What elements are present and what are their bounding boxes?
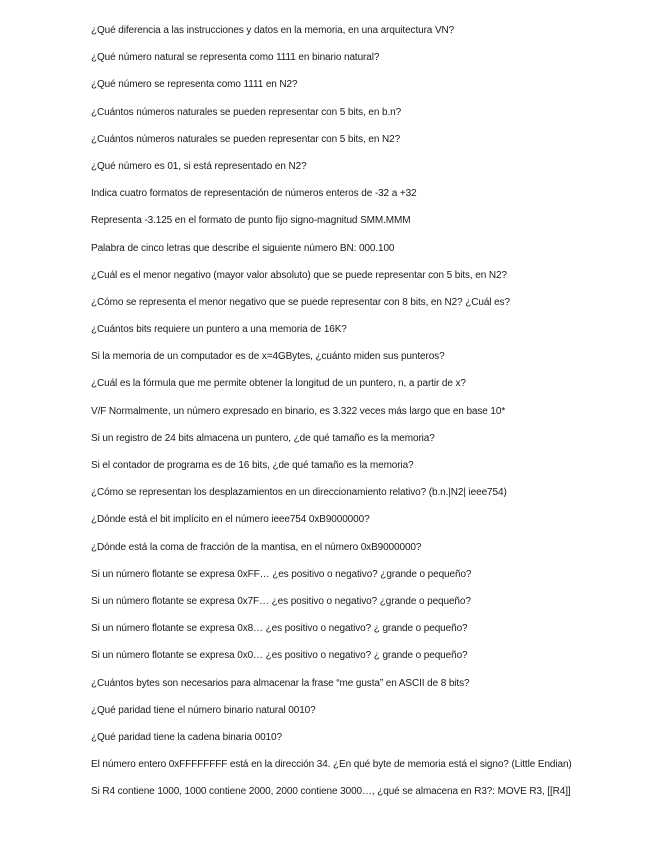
question-item: ¿Dónde está el bit implícito en el número ieee754 0xB9000000? bbox=[91, 514, 370, 526]
question-list bbox=[91, 24, 572, 812]
question-item: ¿Cuántos bits requiere un puntero a una memoria de 16K? bbox=[91, 324, 347, 336]
question-item: V/F Normalmente, un número expresado en binario, es 3.322 veces más largo que en base 10* bbox=[91, 405, 506, 417]
question-item: ¿Cómo se representa el menor negativo que se puede representar con 8 bits, en N2? ¿Cuál es? bbox=[91, 296, 510, 308]
question-item: Si un número flotante se expresa 0xFF… ¿es positivo o negativo? ¿grande o pequeño? bbox=[91, 568, 472, 580]
question-item: Si un número flotante se expresa 0x7F… ¿es positivo o negativo? ¿grande o pequeño? bbox=[91, 595, 471, 607]
question-item: ¿Qué paridad tiene la cadena binaria 0010? bbox=[91, 731, 282, 743]
question-item: Si la memoria de un computador es de x=4GBytes, ¿cuánto miden sus punteros? bbox=[91, 351, 445, 363]
question-item: ¿Qué número natural se representa como 1111 en binario natural? bbox=[91, 52, 380, 64]
question-item: ¿Cuántos bytes son necesarios para almacenar la frase “me gusta” en ASCII de 8 bits? bbox=[91, 677, 470, 689]
question-item: Palabra de cinco letras que describe el siguiente número BN: 000.100 bbox=[91, 242, 395, 254]
question-item: Si un registro de 24 bits almacena un puntero, ¿de qué tamaño es la memoria? bbox=[91, 432, 435, 444]
question-item: Indica cuatro formatos de representación de números enteros de -32 a +32 bbox=[91, 188, 417, 200]
question-item: ¿Cuál es el menor negativo (mayor valor absoluto) que se puede representar con 5 bits, en N2? bbox=[91, 269, 507, 281]
question-item: ¿Cómo se representan los desplazamientos en un direccionamiento relativo? (b.n.|N2| ieee754) bbox=[91, 487, 507, 499]
question-item: ¿Cuántos números naturales se pueden representar con 5 bits, en N2? bbox=[91, 133, 401, 145]
question-item: Representa -3.125 en el formato de punto fijo signo-magnitud SMM.MMM bbox=[91, 215, 411, 227]
question-item: Si un número flotante se expresa 0x0… ¿es positivo o negativo? ¿ grande o pequeño? bbox=[91, 650, 468, 662]
question-item: Si un número flotante se expresa 0x8… ¿es positivo o negativo? ¿ grande o pequeño? bbox=[91, 623, 468, 635]
question-item: ¿Qué número se representa como 1111 en N2? bbox=[91, 79, 298, 91]
question-item: ¿Cuántos números naturales se pueden representar con 5 bits, en b.n? bbox=[91, 106, 402, 118]
question-item: ¿Cuál es la fórmula que me permite obtener la longitud de un puntero, n, a partir de x? bbox=[91, 378, 466, 390]
question-item: Si el contador de programa es de 16 bits, ¿de qué tamaño es la memoria? bbox=[91, 460, 414, 471]
question-item: ¿Qué diferencia a las instrucciones y datos en la memoria, en una arquitectura VN? bbox=[91, 25, 455, 36]
question-item: ¿Dónde está la coma de fracción de la mantisa, en el número 0xB9000000? bbox=[91, 541, 422, 553]
question-item: ¿Qué número es 01, si está representado en N2? bbox=[91, 160, 307, 172]
question-item: ¿Qué paridad tiene el número binario natural 0010? bbox=[91, 704, 316, 716]
question-item: Si R4 contiene 1000, 1000 contiene 2000, 2000 contiene 3000…, ¿qué se almacena en R3?: MOVE R3, [[R4]] bbox=[91, 786, 571, 798]
question-item: El número entero 0xFFFFFFFF está en la dirección 34. ¿En qué byte de memoria está el signo? (Little Endian) bbox=[91, 759, 572, 771]
